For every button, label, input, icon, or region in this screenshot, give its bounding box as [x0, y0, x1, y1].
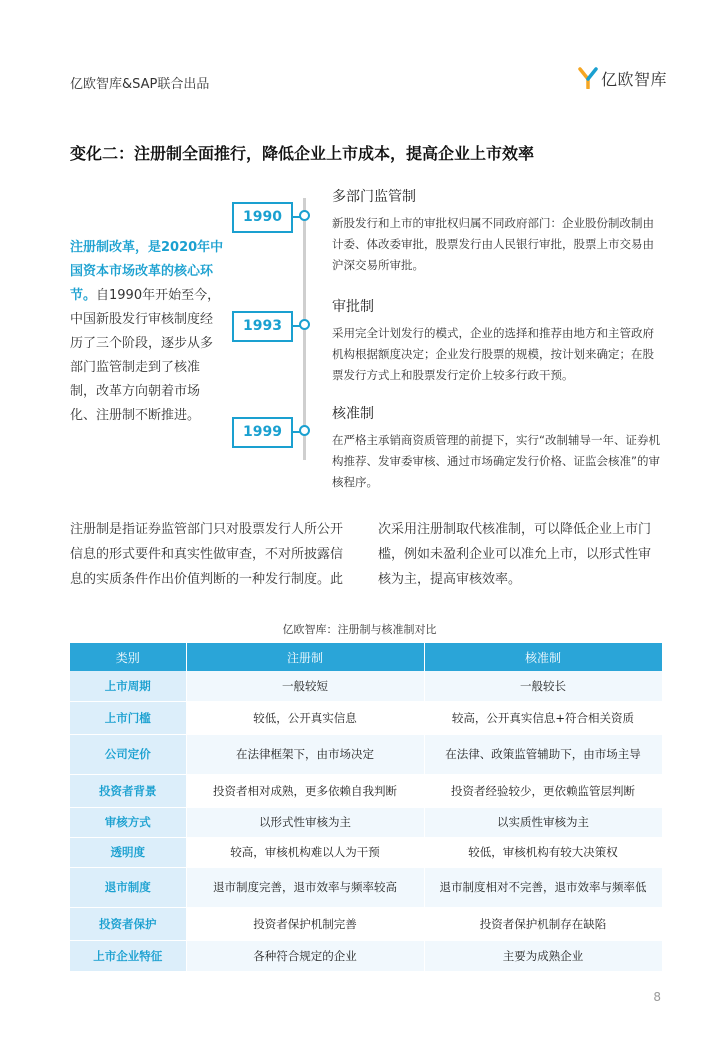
row-category: 上市企业特征	[70, 940, 186, 971]
approval-cell: 较低，审核机构有较大决策权	[424, 837, 662, 867]
registration-cell: 在法律框架下，由市场决定	[186, 734, 424, 774]
stage-title: 核准制	[332, 406, 374, 422]
page-number: 8	[653, 990, 661, 1004]
logo-text: 亿欧智库	[601, 69, 668, 89]
table-caption: 亿欧智库：注册制与核准制对比	[282, 623, 437, 636]
header-category: 类别	[70, 643, 186, 671]
year-box-1990: 1990	[232, 202, 293, 233]
table-row	[70, 807, 662, 837]
intro-text	[70, 236, 225, 428]
timeline-dot	[299, 425, 310, 436]
timeline-stage-1993	[332, 296, 662, 386]
approval-cell: 投资者保护机制存在缺陷	[424, 907, 662, 940]
registration-cell: 一般较短	[186, 671, 424, 701]
comparison-table	[70, 643, 663, 972]
registration-cell: 各种符合规定的企业	[186, 940, 424, 971]
registration-cell: 以形式性审核为主	[186, 807, 424, 837]
table-row	[70, 774, 662, 807]
approval-cell: 主要为成熟企业	[424, 940, 662, 971]
timeline-stage-1999	[332, 403, 662, 493]
table-row	[70, 907, 662, 940]
row-category: 透明度	[70, 837, 186, 867]
row-category: 投资者保护	[70, 907, 186, 940]
approval-cell: 较高，公开真实信息+符合相关资质	[424, 701, 662, 734]
registration-cell: 较低，公开真实信息	[186, 701, 424, 734]
stage-description: 采用完全计划发行的模式，企业的选择和推荐由地方和主管政府机构根据额度决定；企业发行股票的规模，按计划来确定；在股票发行方式上和股票发行定价上较多行政干预。	[332, 326, 654, 382]
stage-title: 多部门监管制	[332, 189, 416, 205]
approval-cell: 以实质性审核为主	[424, 807, 662, 837]
intro-body: 自1990年开始至今，中国新股发行审核制度经历了三个阶段，逐步从多部门监管制走到了核准制，改革方向朝着市场化、注册制不断推进。	[70, 288, 221, 423]
row-category: 上市周期	[70, 671, 186, 701]
approval-cell: 退市制度相对不完善，退市效率与频率低	[424, 867, 662, 907]
registration-cell: 退市制度完善，退市效率与频率较高	[186, 867, 424, 907]
table-row	[70, 671, 662, 701]
approval-cell: 投资者经验较少，更依赖监管层判断	[424, 774, 662, 807]
row-category: 公司定价	[70, 734, 186, 774]
timeline-stage-1990	[332, 186, 662, 276]
table-row	[70, 701, 662, 734]
header-title: 亿欧智库&SAP联合出品	[70, 77, 210, 92]
year-box-1993: 1993	[232, 311, 293, 342]
row-category: 退市制度	[70, 867, 186, 907]
table-row	[70, 734, 662, 774]
approval-cell: 一般较长	[424, 671, 662, 701]
table-row	[70, 837, 662, 867]
paragraph-left: 注册制是指证券监管部门只对股票发行人所公开信息的形式要件和真实性做审查，不对所披露信息的实质条件作出价值判断的一种发行制度。此	[70, 522, 344, 587]
brand-logo	[578, 66, 667, 90]
row-category: 审核方式	[70, 807, 186, 837]
stage-title: 审批制	[332, 299, 374, 315]
table-row	[70, 867, 662, 907]
timeline-dot	[299, 210, 310, 221]
header-registration: 注册制	[186, 643, 424, 671]
timeline-dot	[299, 319, 310, 330]
header-approval: 核准制	[424, 643, 662, 671]
paragraph-right: 次采用注册制取代核准制，可以降低企业上市门槛，例如未盈利企业可以准允上市，以形式性审核为主，提高审核效率。	[378, 522, 652, 587]
intro-highlight: 注册制改革，是2020年中国资本市场改革的核心环节。	[70, 240, 224, 303]
row-category: 投资者背景	[70, 774, 186, 807]
table-header-row	[70, 643, 662, 671]
stage-description: 新股发行和上市的审批权归属不同政府部门：企业股份制改制由计委、体改委审批，股票发行由人民银行审批，股票上市交易由沪深交易所审批。	[332, 216, 654, 272]
registration-cell: 较高，审核机构难以人为干预	[186, 837, 424, 867]
stage-description: 在严格主承销商资质管理的前提下，实行“改制辅导一年、证券机构推荐、发审委审核、通过市场确定发行价格、证监会核准”的审核程序。	[332, 433, 660, 489]
registration-cell: 投资者相对成熟，更多依赖自我判断	[186, 774, 424, 807]
year-box-1999: 1999	[232, 417, 293, 448]
approval-cell: 在法律、政策监管辅助下，由市场主导	[424, 734, 662, 774]
table-row	[70, 940, 662, 971]
logo-icon	[578, 67, 598, 89]
registration-cell: 投资者保护机制完善	[186, 907, 424, 940]
row-category: 上市门槛	[70, 701, 186, 734]
section-title: 变化二：注册制全面推行，降低企业上市成本，提高企业上市效率	[70, 144, 535, 163]
